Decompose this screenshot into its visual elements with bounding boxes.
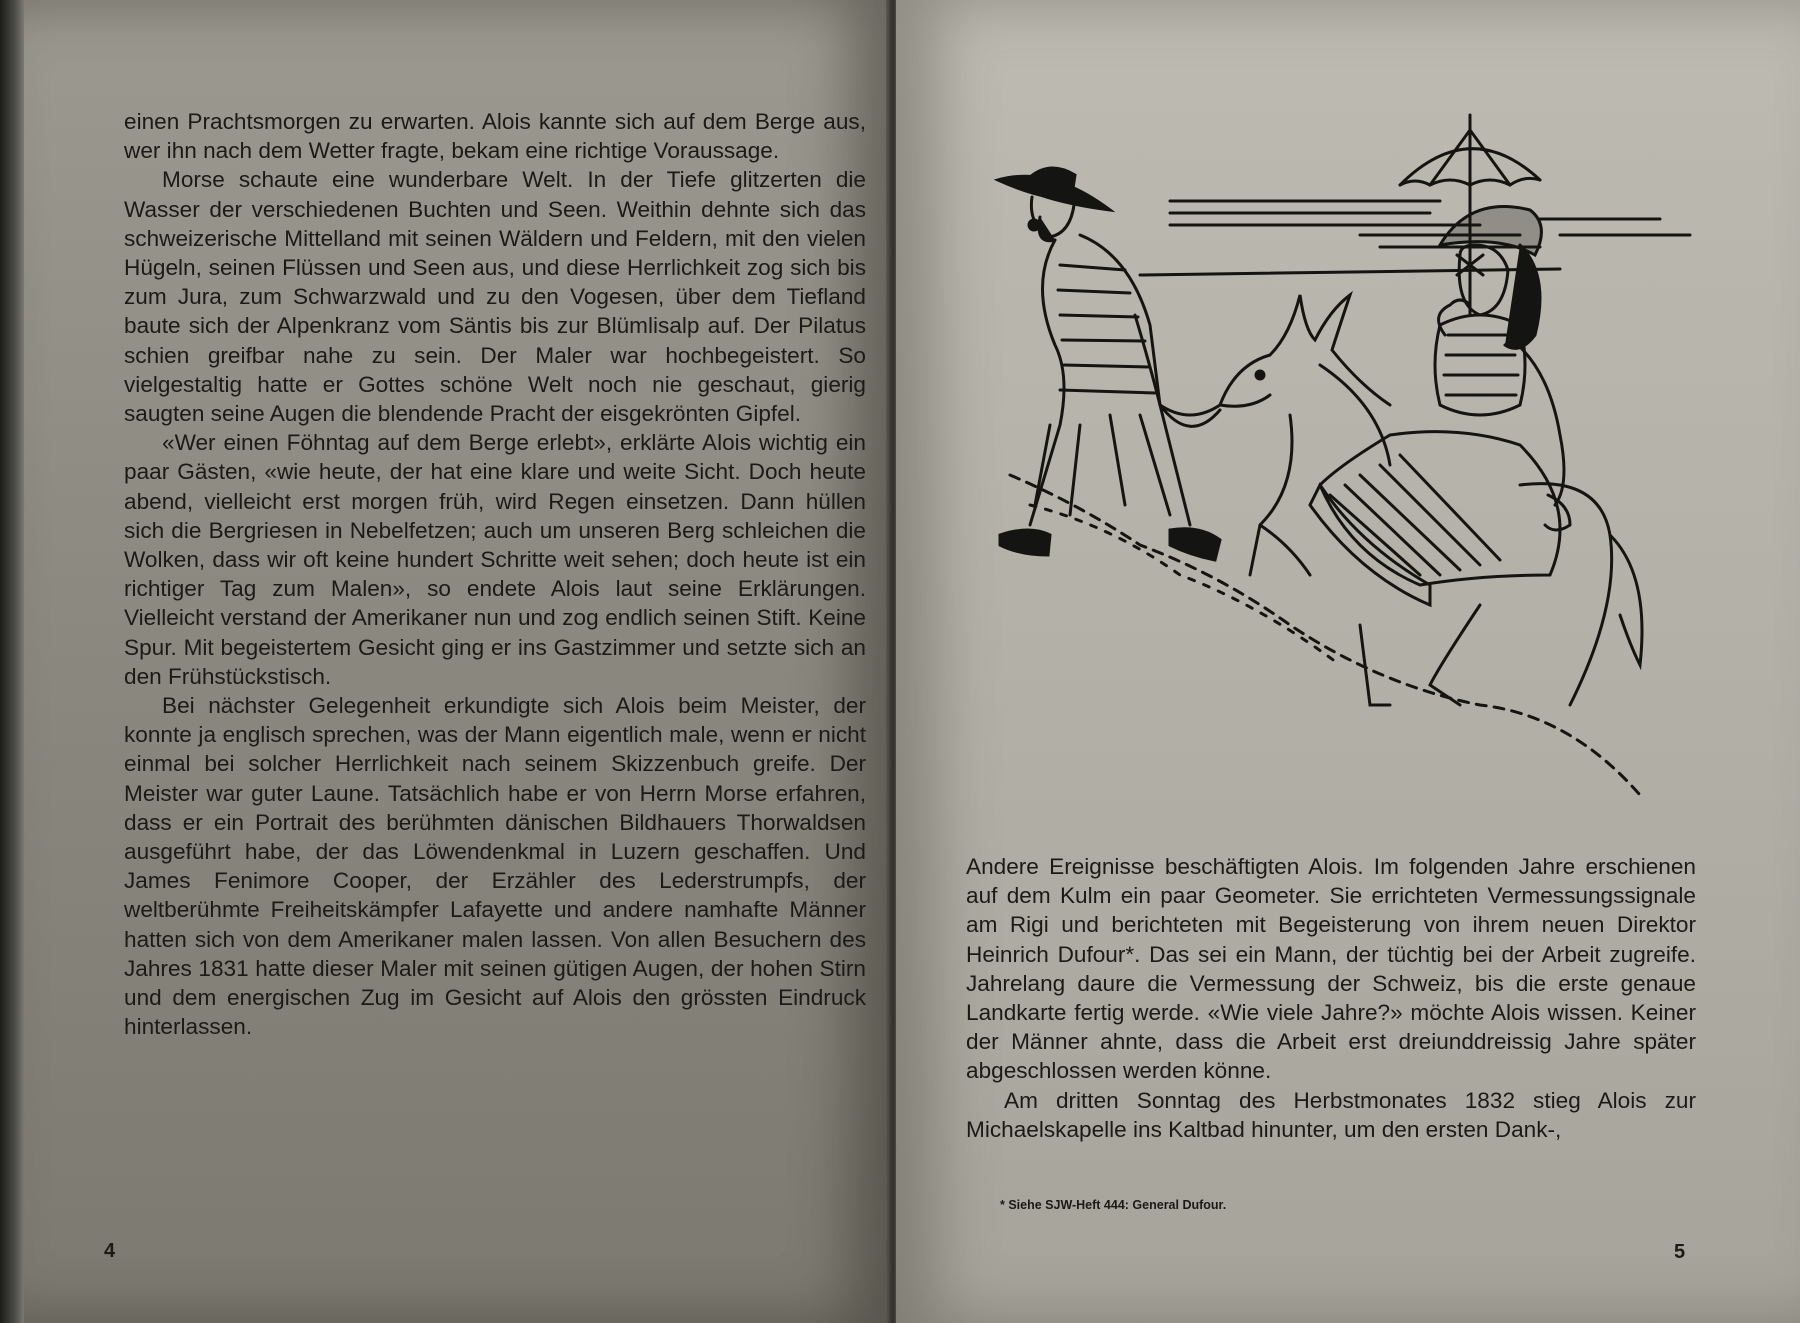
paragraph: Andere Ereignisse beschäftigten Alois. Im folgenden Jahre erschienen auf dem Kulm ein paar Geometer. Sie errichteten Vermessungssignale am Rigi und berichteten mit Begeisterung von ihrem neuen Direktor Heinrich Dufour*. Das sei ein Mann, der tüchtig bei der Arbeit zugreife. Jahrelang daure die Vermessung der Schweiz, bis die erste genaue Landkarte fertig werde. «Wie viele Jahre?» möchte Alois wissen. Keiner der Männer ahnte, dass die Arbeit erst dreiunddreissig Jahre später abgeschlossen werden könne. [966,854,1696,1084]
footnote: * Siehe SJW-Heft 444: General Dufour. [1000,1198,1227,1212]
paragraph: Bei nächster Gelegenheit erkundigte sich Alois beim Meister, der konnte ja englisch sprechen, was der Mann eigentlich male, wenn er nicht einmal bei solcher Herrlichkeit nach seinem Skizzenbuch greife. Der Meister war guter Laune. Tatsächlich habe er von Herrn Morse erfahren, dass er ein Portrait des berühmten dänischen Bildhauers Thorwaldsen ausgeführt habe, der das Löwendenkmal in Luzern geschaffen. Und James Fenimore Cooper, der Erzähler des Lederstrumpfs, der weltberühmte Freiheitskämpfer Lafayette und andere namhafte Männer hatten sich von dem Amerikaner malen lassen. Von allen Besuchern des Jahres 1831 hatte dieser Maler mit seinen gütigen Augen, der hohen Stirn und dem energischen Zug im Gesicht auf Alois den grössten Eindruck hinterlassen. [124,693,866,1040]
paragraph: einen Prachtsmorgen zu erwarten. Alois kannte sich auf dem Berge aus, wer ihn nach dem Wetter fragte, bekam eine richtige Voraussage. [124,109,866,164]
right-page-text [966,852,1696,1144]
paragraph: Am dritten Sonntag des Herbstmonates 1832 stieg Alois zur Michaelskapelle ins Kaltbad hinunter, um den ersten Dank-, [966,1087,1696,1142]
right-page [896,0,1800,1323]
paragraph: Morse schaute eine wunderbare Welt. In der Tiefe glitzerten die Wasser der verschiedenen Buchten und Seen. Weithin dehnte sich das schweizerische Mittelland mit seinen Wäldern und Feldern, mit den vielen Hügeln, seinen Flüssen und Seen aus, und diese Herrlichkeit zog sich bis zum Jura, zum Schwarzwald und zu den Vogesen, über dem Tiefland baute sich der Alpenkranz vom Säntis bis zur Blümlisalp auf. Der Pilatus schien greifbar nahe zu sein. Der Maler war hochbegeistert. So vielgestaltig hatte er Gottes schöne Welt noch nie geschaut, gierig saugten seine Augen die blendende Pracht der eisgekrönten Gipfel. [124,167,866,427]
book-edge [0,0,24,1323]
paragraph: «Wer einen Föhntag auf dem Berge erlebt», erklärte Alois wichtig ein paar Gästen, «wie heute, der hat eine klare und weite Sicht. Doch heute abend, vielleicht erst morgen früh, wird Regen einsetzen. Dann hüllen sich die Bergriesen in Nebelfetzen; auch um unseren Berg schleichen die Wolken, dass wir oft keine hundert Schritte weit sehen; doch heute ist ein richtiger Tag zum Malen», so endete Alois laut seine Erklärungen. Vielleicht verstand der Amerikaner nun und zog endlich seinen Stift. Keine Spur. Mit begeistertem Gesicht ging er ins Gastzimmer und setzte sich an den Frühstückstisch. [124,430,866,689]
man-leading-donkey-with-lady-and-parasol-illustration [960,105,1720,825]
left-page [24,0,892,1323]
left-page-text [124,107,866,1042]
page-number-left: 4 [104,1240,116,1262]
page-number-right: 5 [1674,1241,1686,1263]
